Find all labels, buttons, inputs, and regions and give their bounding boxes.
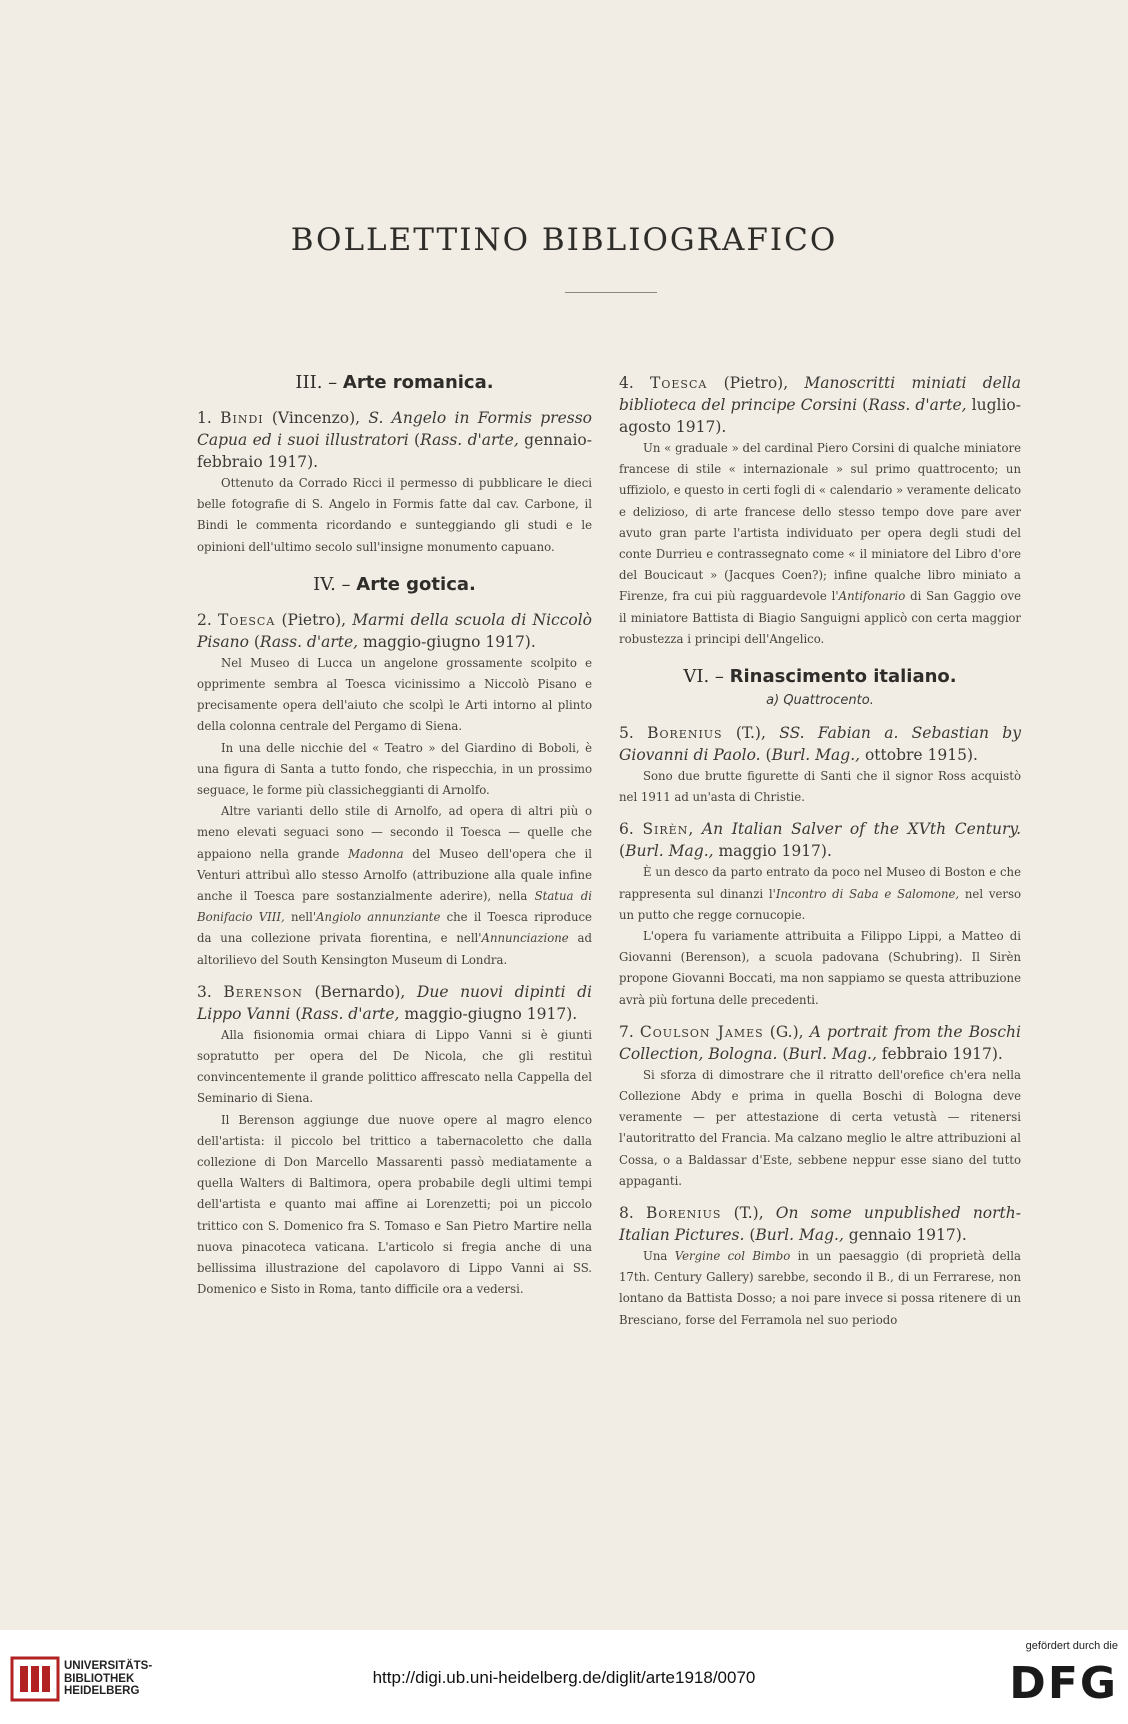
entry-firstname: (Bernardo), bbox=[302, 982, 417, 1001]
entry-text: L'opera fu variamente attribuita a Filippo Lippi, a Matteo di Giovanni (Berenson), a scuola padovana (Schubring). Il Sirèn propone Giovanni Boccati, ma non sappiamo se questa attribuzione avrà più fortuna delle precedenti. bbox=[619, 929, 1021, 1007]
entry-firstname: (Pietro), bbox=[275, 610, 353, 629]
entry-source: Rass. d'arte, bbox=[420, 431, 519, 449]
entry-heading-3 bbox=[197, 981, 592, 1025]
text-run: ad altorilievo del South Kensington Museum di Londra. bbox=[197, 931, 592, 967]
entry-heading-8 bbox=[619, 1202, 1021, 1246]
right-column bbox=[619, 372, 1021, 1331]
entry-date: ottobre 1915). bbox=[860, 746, 978, 765]
entry-heading-4 bbox=[619, 372, 1021, 438]
section-heading-iv bbox=[197, 574, 592, 595]
entry-number: 8. bbox=[619, 1204, 646, 1223]
entry-paren: ( bbox=[248, 632, 260, 651]
entry-work-title: A portrait from the Boschi Collection, Bologna. bbox=[619, 1022, 1021, 1063]
entry-heading-1 bbox=[197, 407, 592, 473]
page-title: BOLLETTINO BIBLIOGRAFICO bbox=[290, 222, 838, 258]
entry-source: Rass. d'arte, bbox=[868, 396, 967, 414]
text-run: Un « graduale » del cardinal Piero Corsini di qualche miniatore francese di stile « internazionale » sul primo quattrocento; un uffiziolo, e questo in certi fogli di « calendario » veramente delicato e delizioso, di arte francese dello stesso tempo dove pare aver avuto gran parte l'artista individuato per opera degli studi del conte Durrieu e contrassegnato come « il miniatore del Libro d'ore del Boucicaut » (Jacques Coen?); infine qualche libro miniato a Firenze, fra cui più ragguardevole l' bbox=[619, 441, 1021, 604]
italic-run: Antifonario bbox=[838, 589, 906, 604]
entry-heading-2 bbox=[197, 609, 592, 653]
library-name: UNIVERSITÄTS- BIBLIOTHEK HEIDELBERG bbox=[64, 1660, 153, 1697]
entry-work-title: Marmi della scuola di Niccolò Pisano bbox=[197, 610, 593, 651]
text-run: di San Gaggio ove il miniatore Battista di Biagio Sanguigni applicò con certa maggior robustezza i principi dell'Angelico. bbox=[619, 589, 1021, 646]
entry-heading-6 bbox=[619, 818, 1021, 862]
entry-author: Berenson bbox=[223, 982, 303, 1001]
entry-work-title: S. Angelo in Formis presso Capua ed i suoi illustratori bbox=[197, 409, 592, 449]
section-name: Rinascimento italiano. bbox=[729, 666, 957, 688]
entry-date: gennaio-febbraio 1917). bbox=[197, 431, 592, 471]
entry-heading-7 bbox=[619, 1021, 1021, 1065]
entry-text: Il Berenson aggiunge due nuove opere al magro elenco dell'artista: il piccolo bel trittico a tabernacoletto che dalla collezione di Don Marcello Massarenti passò mediatamente a quella Walters di Baltimora, opera probabile degli ultimi tempi dell'artista e quanto mai affine ai Lorenzetti; poi un piccolo trittico con S. Domenico fra S. Tomaso e San Pietro Martire nella nuova pinacoteca vaticana. L'articolo si fregia anche di una bellissima illustrazione del capolavoro di Lippo Vanni ai SS. Domenico e Sisto in Roma, tanto difficile ora a vedersi. bbox=[197, 1112, 592, 1297]
entry-firstname: (G.), bbox=[763, 1022, 810, 1041]
entry-work-title: On some unpublished north-Italian Pictures. bbox=[619, 1204, 1021, 1245]
entry-author: Coulson James bbox=[639, 1022, 764, 1041]
entry-paren: ( bbox=[760, 746, 772, 765]
entry-source: Burl. Mag., bbox=[625, 842, 714, 861]
italic-run: Incontro di Saba e Salomone, bbox=[775, 886, 960, 901]
entry-author: Bindi bbox=[220, 409, 264, 427]
entry-paren: ( bbox=[408, 431, 421, 449]
entry-firstname: (T.), bbox=[721, 1204, 776, 1223]
entry-firstname: (Pietro), bbox=[707, 374, 805, 392]
entry-date: maggio 1917). bbox=[713, 842, 832, 861]
entry-author: Toesca bbox=[650, 374, 708, 392]
section-heading-vi bbox=[619, 666, 1021, 687]
digitization-footer bbox=[0, 1630, 1128, 1724]
entry-source: Rass. d'arte, bbox=[301, 1004, 400, 1023]
entry-firstname: (Vincenzo), bbox=[263, 409, 369, 427]
entry-heading-5 bbox=[619, 722, 1021, 766]
text-run: in un paesaggio (di proprietà della 17th. Century Gallery) sarebbe, secondo il B., di un Ferrarese, non lontano da Battista Dosso; a noi pare invece si possa ritenere di un Bresciano, forse del Ferramola nel suo periodo bbox=[619, 1249, 1021, 1327]
entry-author: Sirèn bbox=[642, 820, 689, 839]
entry-number: 4. bbox=[619, 374, 651, 392]
italic-run: Vergine col Bimbo bbox=[674, 1249, 791, 1264]
entry-work-title: Due nuovi dipinti di Lippo Vanni bbox=[197, 982, 593, 1023]
entry-text bbox=[619, 438, 1021, 650]
entry-firstname: (T.), bbox=[722, 724, 780, 743]
entry-author: Borenius bbox=[647, 724, 723, 743]
subsection-heading: a) Quattrocento. bbox=[766, 693, 874, 709]
entry-work-title: Manoscritti miniati della biblioteca del principe Corsini bbox=[619, 374, 1021, 414]
italic-run: Annunciazione bbox=[481, 931, 569, 946]
section-name: Arte gotica. bbox=[356, 573, 476, 595]
entry-number: 1. bbox=[197, 409, 221, 427]
source-url-link[interactable]: http://digi.ub.uni-heidelberg.de/diglit/arte1918/0070 bbox=[372, 1668, 756, 1687]
entry-author: Borenius bbox=[645, 1204, 722, 1223]
entry-paren: ( bbox=[744, 1226, 756, 1245]
entry-number: 5. bbox=[619, 724, 648, 743]
entry-paren: ( bbox=[777, 1044, 789, 1063]
entry-text: In una delle nicchie del « Teatro » del Giardino di Boboli, è una figura di Santa a tutto fondo, che rispecchia, in un prossimo seguace, le forme più classicheggianti di Arnolfo. bbox=[197, 740, 592, 798]
section-heading-iii bbox=[197, 372, 592, 393]
entry-text bbox=[619, 862, 1021, 926]
text-run: nel verso un putto che regge cornucopie. bbox=[619, 886, 1021, 922]
text-run: del Museo dell'opera che il Venturi attribuì allo stesso Arnolfo (attribuzione alla quale infine anche il Toesca pare sostanzialmente aderire), nella bbox=[197, 846, 592, 904]
entry-firstname: , bbox=[688, 820, 702, 839]
entry-paren: ( bbox=[857, 396, 869, 414]
text-run: Altre varianti dello stile di Arnolfo, ad opera di altri più o meno elevati seguaci sono — secondo il Toesca — quelle che appaiono nella grande bbox=[197, 804, 592, 861]
section-number: IV. – bbox=[313, 573, 357, 595]
entry-work-title: An Italian Salver of the XVth Century. bbox=[701, 820, 1022, 839]
entry-number: 6. bbox=[619, 820, 643, 839]
section-number: VI. – bbox=[683, 666, 730, 688]
entry-source: Burl. Mag., bbox=[788, 1044, 877, 1063]
entry-author: Toesca bbox=[218, 610, 276, 629]
italic-run: Madonna bbox=[348, 846, 404, 861]
left-column bbox=[197, 372, 592, 1301]
entry-number: 2. bbox=[197, 610, 218, 629]
section-name: Arte romanica. bbox=[342, 372, 494, 393]
dfg-logo: DFG bbox=[1009, 1658, 1118, 1709]
entry-number: 7. bbox=[619, 1022, 640, 1041]
funding-note: gefördert durch die bbox=[1025, 1640, 1118, 1652]
entry-text bbox=[619, 1246, 1021, 1331]
entry-date: maggio-giugno 1917). bbox=[399, 1004, 578, 1023]
entry-number: 3. bbox=[197, 982, 224, 1001]
entry-paren: ( bbox=[290, 1004, 302, 1023]
title-divider bbox=[565, 292, 657, 293]
entry-text: Si sforza di dimostrare che il ritratto dell'orefice ch'era nella Collezione Abdy e prima in quella Boschi di Bologna deve veramente — per attestazione di certa vetustà — ritenersi l'autoritratto del Francia. Ma calzano meglio le altre attribuzioni al Cossa, o a Baldassar d'Este, sebbene neppur esse siano del tutto appaganti. bbox=[619, 1067, 1021, 1188]
italic-run: Statua di Bonifacio VIII, bbox=[197, 889, 592, 925]
entry-date: febbraio 1917). bbox=[876, 1044, 1003, 1063]
entry-date: gennaio 1917). bbox=[843, 1226, 967, 1245]
entry-work-title: SS. Fabian a. Sebastian by Giovanni di Paolo. bbox=[619, 724, 1021, 765]
entry-text: Sono due brutte figurette di Santi che il signor Ross acquistò nel 1911 ad un'asta di Christie. bbox=[619, 769, 1021, 805]
entry-text bbox=[197, 801, 592, 971]
entry-source: Burl. Mag., bbox=[771, 746, 861, 765]
entry-date: luglio-agosto 1917). bbox=[619, 396, 1021, 436]
italic-run: Angiolo annunziante bbox=[316, 910, 441, 925]
text-run: Una bbox=[643, 1249, 675, 1264]
entry-source: Rass. d'arte, bbox=[259, 632, 359, 651]
entry-date: maggio-giugno 1917). bbox=[358, 632, 536, 651]
entry-paren: ( bbox=[619, 842, 626, 861]
entry-source: Burl. Mag., bbox=[755, 1226, 844, 1245]
entry-text: Nel Museo di Lucca un angelone grossamente scolpito e opprimente sembra al Toesca vicinissimo a Niccolò Pisano e precisamente opera dell'aiuto che scolpì le Arti intorno al plinto della colonna centrale del Pergamo di Siena. bbox=[197, 655, 592, 734]
text-run: È un desco da parto entrato da poco nel Museo di Boston e che rappresenta sul dinanzi l' bbox=[619, 865, 1021, 901]
entry-text: Ottenuto da Corrado Ricci il permesso di pubblicare le dieci belle fotografie di S. Angelo in Formis fatte dal cav. Carbone, il Bindi le commenta ricordando e sunteggiando gli studi e le opinioni dell'ultimo secolo sull'insigne monumento capuano. bbox=[197, 476, 592, 554]
text-run: che il Toesca riproduce da una collezione privata fiorentina, e nell' bbox=[197, 910, 592, 946]
section-number: III. – bbox=[295, 372, 343, 393]
text-run: nell' bbox=[284, 910, 317, 925]
entry-text: Alla fisionomia ormai chiara di Lippo Vanni si è giunti sopratutto per opera del De Nicola, che gli restituì convincentemente il grande polittico affrescato nella Cappella del Seminario di Siena. bbox=[197, 1027, 592, 1106]
